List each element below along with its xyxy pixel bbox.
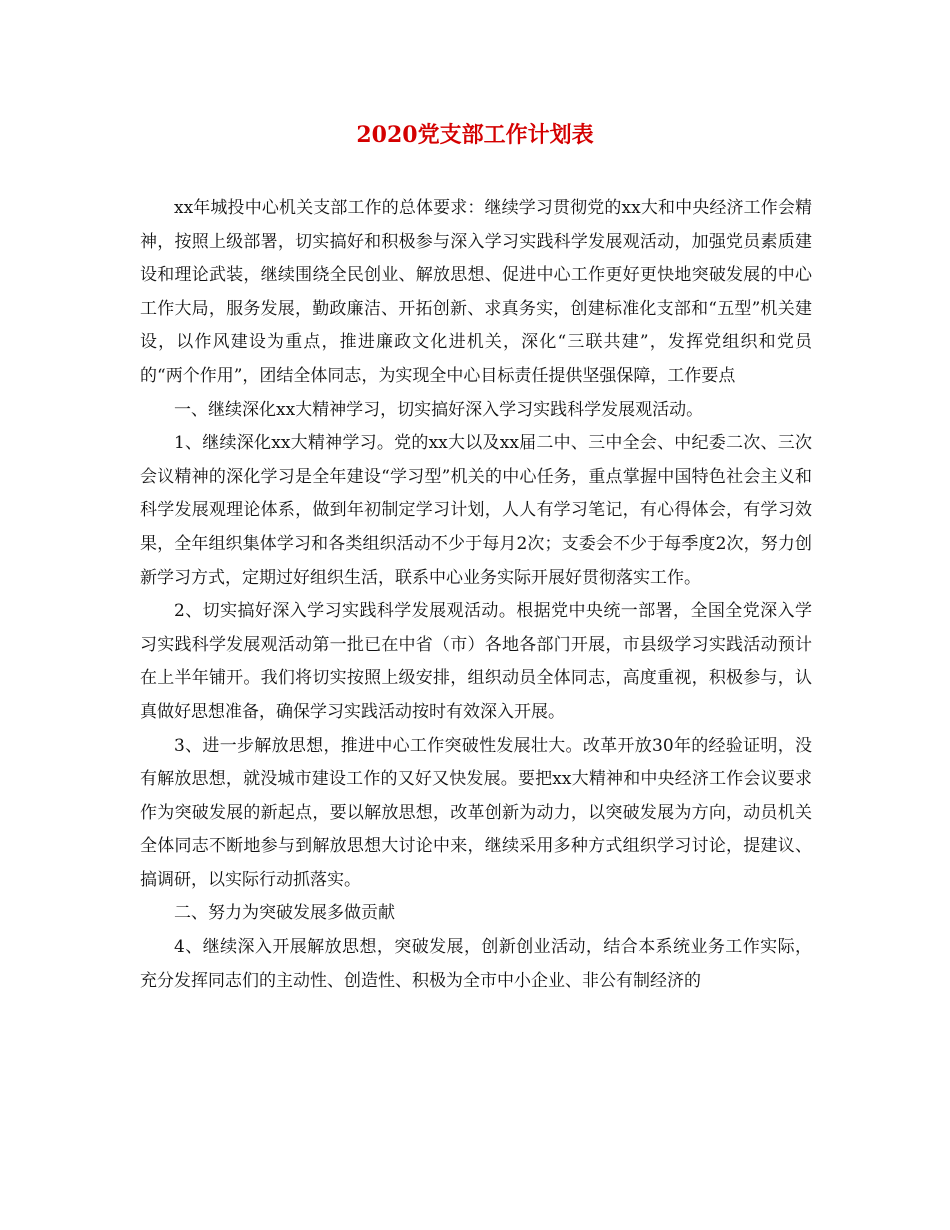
paragraph-intro: xx年城投中心机关支部工作的总体要求：继续学习贯彻党的xx大和中央经济工作会精神，按照上级部署，切实搞好和积极参与深入学习实践科学发展观活动，加强党员素质建设和理论武装，继续围绕全民创业、解放思想、促进中心工作更好更快地突破发展的中心工作大局，服务发展，勤政廉洁、开拓创新、求真务实，创建标准化支部和“五型”机关建设，以作风建设为重点，推进廉政文化进机关，深化“三联共建”，发挥党组织和党员的“两个作用”，团结全体同志，为实现全中心目标责任提供坚强保障，工作要点 [140,198,812,386]
paragraph-item-1: 1、继续深化xx大精神学习。党的xx大以及xx届二中、三中全会、中纪委二次、三次会议精神的深化学习是全年建设“学习型”机关的中心任务，重点掌握中国特色社会主义和科学发展观理论体系，做到年初制定学习计划，人人有学习笔记，有心得体会，有学习效果，全年组织集体学习和各类组织活动不少于每月2次；支委会不少于每季度2次，努力创新学习方式，定期过好组织生活，联系中心业务实际开展好贯彻落实工作。 [140,433,812,588]
paragraph-item-4: 4、继续深入开展解放思想，突破发展，创新创业活动，结合本系统业务工作实际，充分发挥同志们的主动性、创造性、积极为全市中小企业、非公有制经济的 [140,937,812,991]
document-title: 2020党支部工作计划表 [356,122,594,148]
document-body [140,192,812,998]
paragraph-item-3: 3、进一步解放思想，推进中心工作突破性发展壮大。改革开放30年的经验证明，没有解放思想，就没城市建设工作的又好又快发展。要把xx大精神和中央经济工作会议要求作为突破发展的新起点，要以解放思想，改革创新为动力，以突破发展为方向，动员机关全体同志不断地参与到解放思想大讨论中来，继续采用多种方式组织学习讨论，提建议、搞调研，以实际行动抓落实。 [140,735,812,890]
section-heading-2: 二、努力为突破发展多做贡献 [174,903,395,924]
section-heading-1: 一、继续深化xx大精神学习，切实搞好深入学习实践科学发展观活动。 [174,399,704,420]
paragraph-item-2: 2、切实搞好深入学习实践科学发展观活动。根据党中央统一部署，全国全党深入学习实践科学发展观活动第一批已在中省（市）各地各部门开展，市县级学习实践活动预计在上半年铺开。我们将切实按照上级安排，组织动员全体同志，高度重视，积极参与，认真做好思想准备，确保学习实践活动按时有效深入开展。 [140,601,812,722]
